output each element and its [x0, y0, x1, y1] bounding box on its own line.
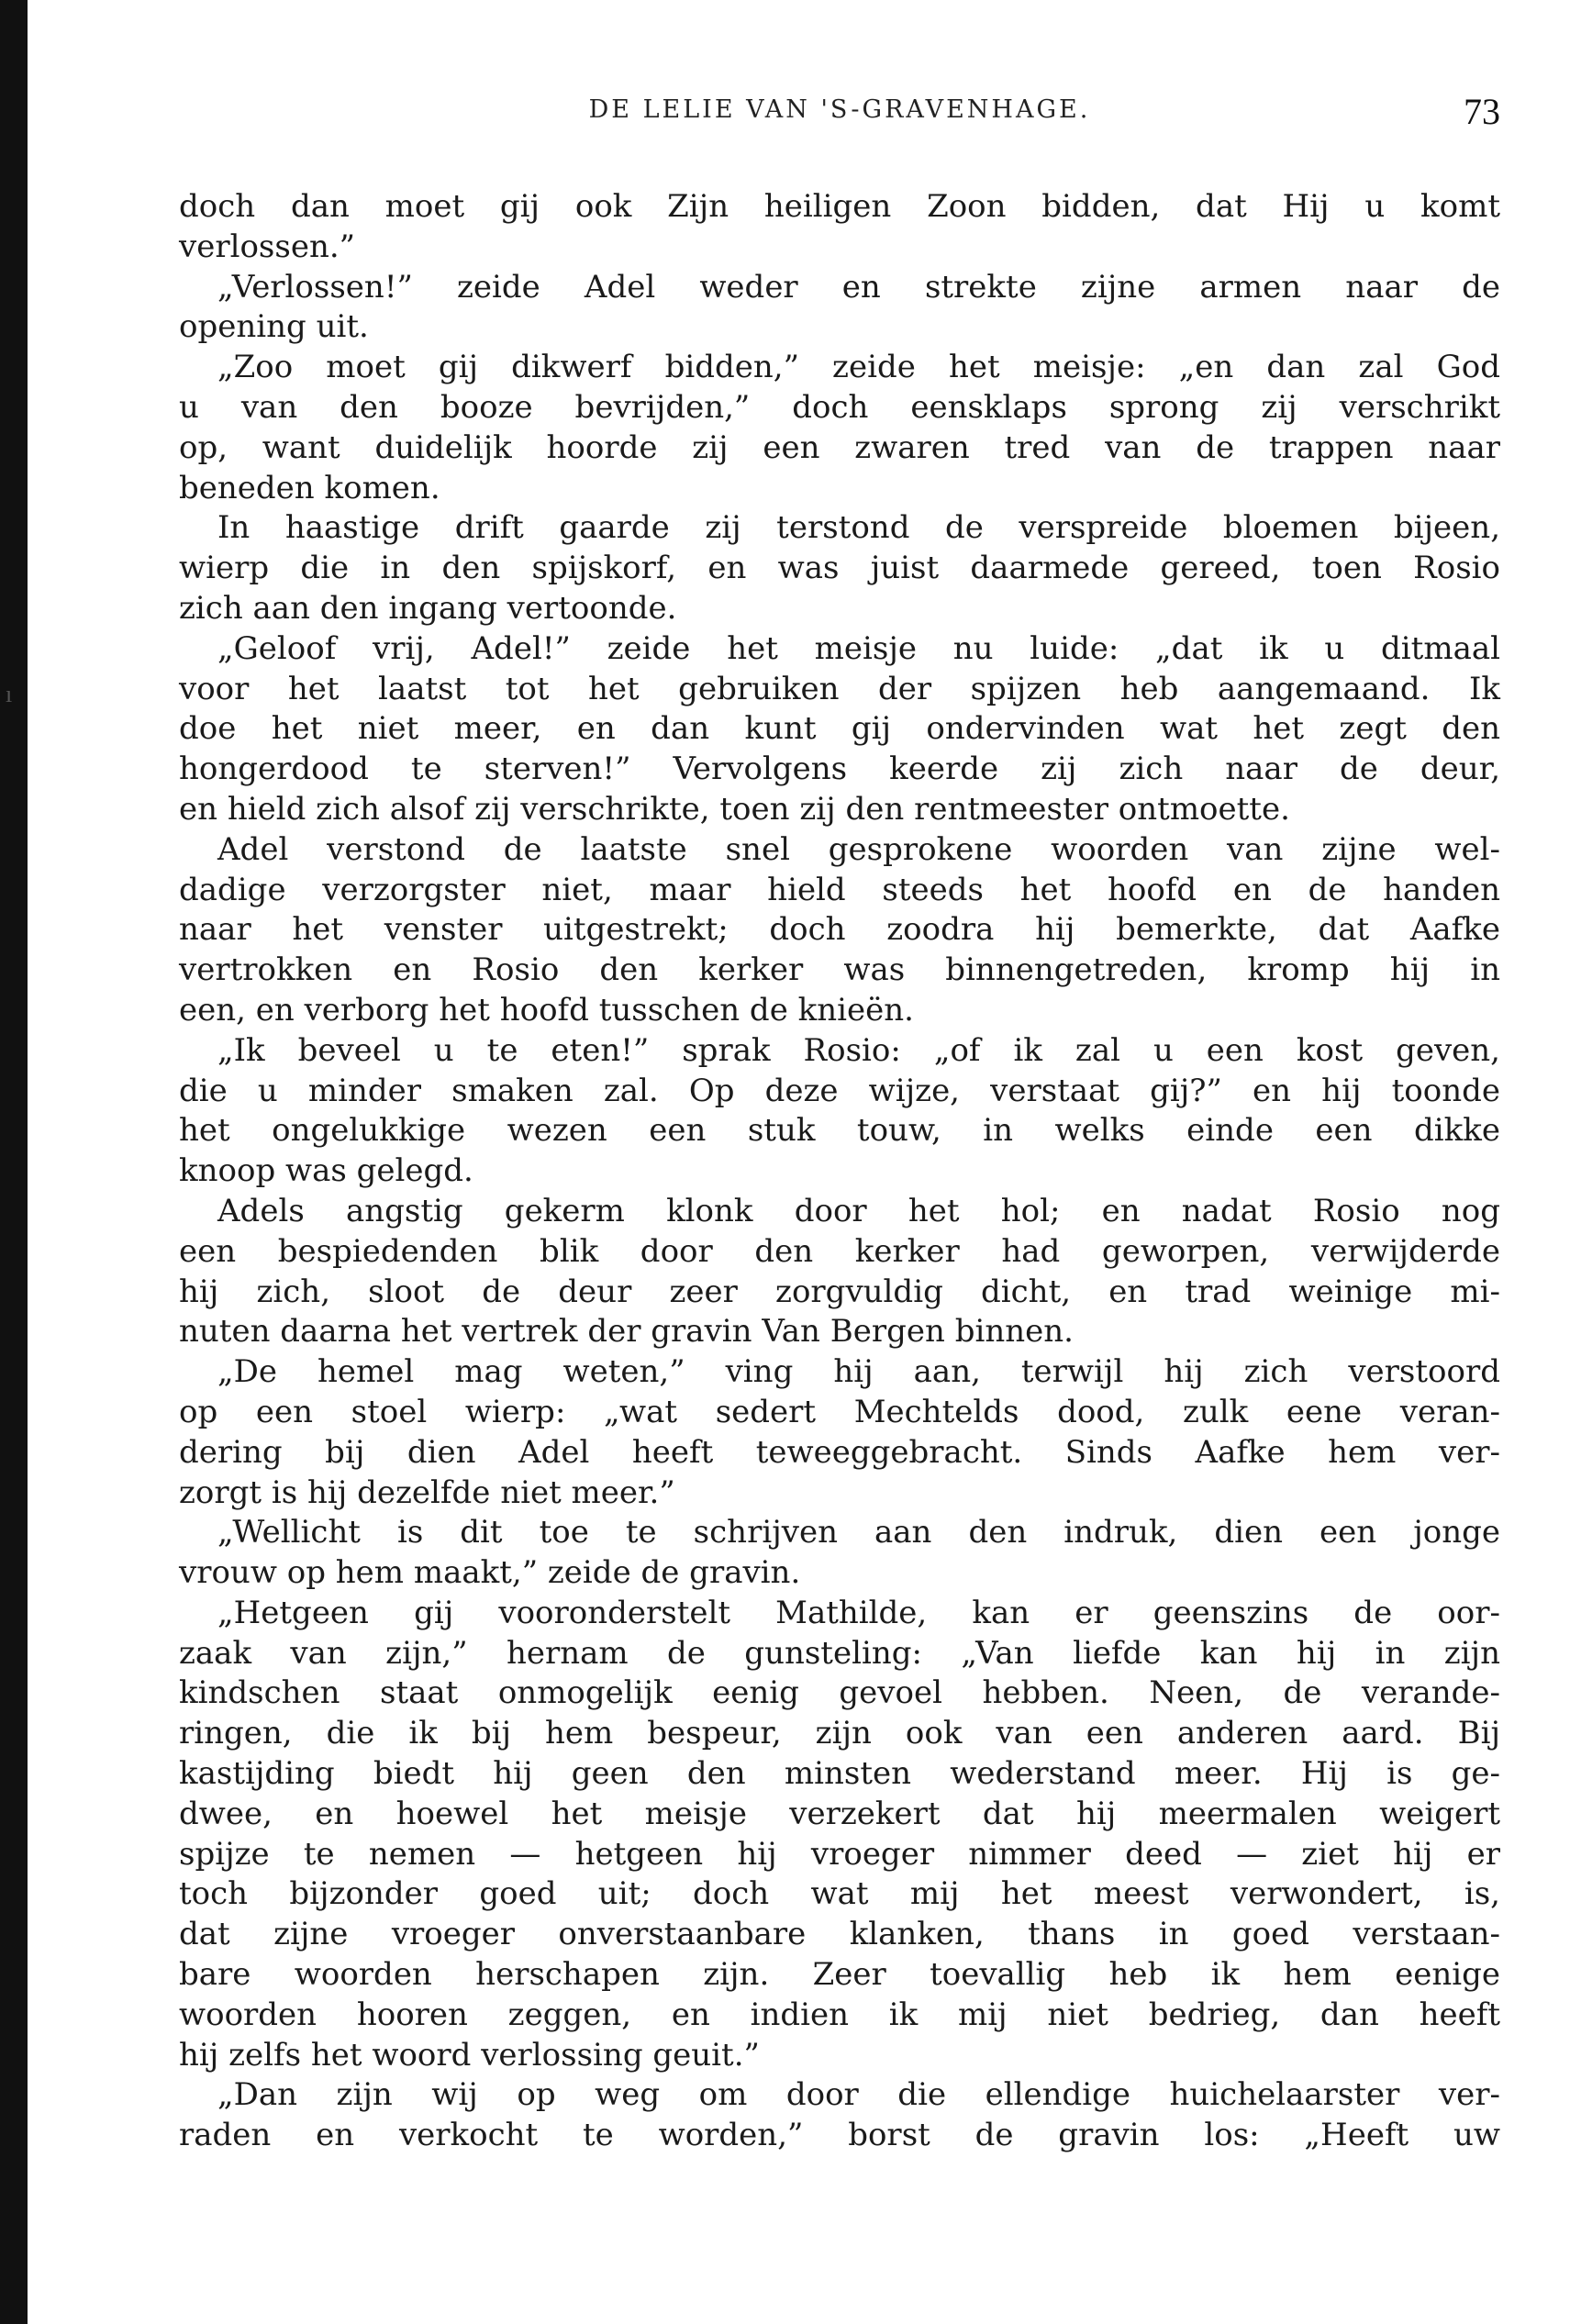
text-line: dwee, en hoewel het meisje verzekert dat hij meermalen weigert — [179, 1795, 1500, 1832]
text-line: een bespiedenden blik door den kerker had geworpen, verwijderde — [179, 1232, 1500, 1270]
text-line: „Dan zijn wij op weg om door die ellendige huichelaarster ver- — [217, 2076, 1500, 2114]
text-line: op een stoel wierp: „wat sedert Mechtelds dood, zulk eene veran- — [179, 1393, 1500, 1430]
text-line: woorden hooren zeggen, en indien ik mij niet bedrieg, dan heeft — [179, 1996, 1500, 2033]
text-line: vrouw op hem maakt,” zeide de gravin. — [179, 1554, 801, 1592]
text-line: „De hemel mag weten,” ving hij aan, terwijl hij zich verstoord — [217, 1353, 1500, 1391]
text-line: zaak van zijn,” hernam de gunsteling: „Van liefde kan hij in zijn — [179, 1634, 1500, 1672]
text-line: Adels angstig gekerm klonk door het hol; en nadat Rosio nog — [217, 1192, 1500, 1229]
body-text — [179, 187, 1500, 2156]
text-line: op, want duidelijk hoorde zij een zwaren tred van de trappen naar — [179, 428, 1500, 466]
text-line: „Ik beveel u te eten!” sprak Rosio: „of ik zal u een kost geven, — [217, 1031, 1500, 1069]
text-line: doch dan moet gij ook Zijn heiligen Zoon bidden, dat Hij u komt — [179, 188, 1500, 225]
text-line: Adel verstond de laatste snel gesprokene woorden van zijne wel- — [217, 830, 1500, 868]
text-line: raden en verkocht te worden,” borst de gravin los: „Heeft uw — [179, 2117, 1500, 2154]
text-line: dering bij dien Adel heeft teweeggebracht. Sinds Aafke hem ver- — [179, 1433, 1500, 1471]
text-line: dadige verzorgster niet, maar hield steeds het hoofd en de handen — [179, 871, 1500, 908]
text-line: knoop was gelegd. — [179, 1152, 473, 1190]
text-line: beneden komen. — [179, 469, 440, 506]
text-line: hij zelfs het woord verlossing geuit.” — [179, 2036, 760, 2074]
text-line: toch bijzonder goed uit; doch wat mij het meest verwondert, is, — [179, 1875, 1500, 1913]
text-line: zorgt is hij dezelfde niet meer.” — [179, 1473, 675, 1511]
text-line: voor het laatst tot het gebruiken der spijzen heb aangemaand. Ik — [179, 670, 1500, 707]
margin-mark: ı — [6, 681, 13, 707]
text-line: „Verlossen!” zeide Adel weder en strekte zijne armen naar de — [217, 268, 1500, 306]
text-line: spijze te nemen — hetgeen hij vroeger nimmer deed — ziet hij er — [179, 1835, 1500, 1873]
text-line: In haastige drift gaarde zij terstond de verspreide bloemen bijeen, — [217, 509, 1500, 547]
running-title: DE LELIE VAN 'S-GRAVENHAGE. — [588, 95, 1091, 124]
page-header — [179, 90, 1500, 136]
text-line: verlossen.” — [179, 228, 356, 265]
text-line: dat zijne vroeger onverstaanbare klanken, thans in goed verstaan- — [179, 1916, 1500, 1953]
page-number: 73 — [1464, 91, 1500, 132]
text-line: kindschen staat onmogelijk eenig gevoel hebben. Neen, de verande- — [179, 1674, 1500, 1712]
text-line: u van den booze bevrijden,” doch eensklaps sprong zij verschrikt — [179, 388, 1500, 426]
text-line: ringen, die ik bij hem bespeur, zijn ook van een anderen aard. Bij — [179, 1715, 1500, 1752]
text-line: wierp die in den spijskorf, en was juist daarmede gereed, toen Rosio — [179, 550, 1500, 587]
text-line: het ongelukkige wezen een stuk touw, in welks einde een dikke — [179, 1112, 1500, 1150]
text-line: nuten daarna het vertrek der gravin Van Bergen binnen. — [179, 1313, 1074, 1351]
binding-edge — [0, 0, 28, 2324]
text-line: en hield zich alsof zij verschrikte, toen zij den rentmeester ontmoette. — [179, 790, 1290, 828]
text-line: „Hetgeen gij vooronderstelt Mathilde, kan er geenszins de oor- — [217, 1594, 1500, 1631]
text-line: een, en verborg het hoofd tusschen de knieën. — [179, 991, 914, 1029]
text-line: hij zich, sloot de deur zeer zorgvuldig dicht, en trad weinige mi- — [179, 1273, 1500, 1310]
text-line: naar het venster uitgestrekt; doch zoodra hij bemerkte, dat Aafke — [179, 911, 1500, 949]
text-line: „Zoo moet gij dikwerf bidden,” zeide het meisje: „en dan zal God — [217, 349, 1500, 386]
text-line: doe het niet meer, en dan kunt gij ondervinden wat het zegt den — [179, 710, 1500, 748]
text-line: opening uit. — [179, 308, 369, 346]
text-line: die u minder smaken zal. Op deze wijze, verstaat gij?” en hij toonde — [179, 1072, 1500, 1109]
text-line: „Wellicht is dit toe te schrijven aan den indruk, dien een jonge — [217, 1514, 1500, 1551]
text-line: kastijding biedt hij geen den minsten wederstand meer. Hij is ge- — [179, 1755, 1500, 1793]
text-line: hongerdood te sterven!” Vervolgens keerde zij zich naar de deur, — [179, 751, 1500, 788]
text-line: zich aan den ingang vertoonde. — [179, 589, 677, 627]
text-line: vertrokken en Rosio den kerker was binnengetreden, kromp hij in — [179, 951, 1500, 989]
text-line: „Geloof vrij, Adel!” zeide het meisje nu luide: „dat ik u ditmaal — [217, 629, 1500, 667]
text-line: bare woorden herschapen zijn. Zeer toevallig heb ik hem eenige — [179, 1956, 1500, 1994]
